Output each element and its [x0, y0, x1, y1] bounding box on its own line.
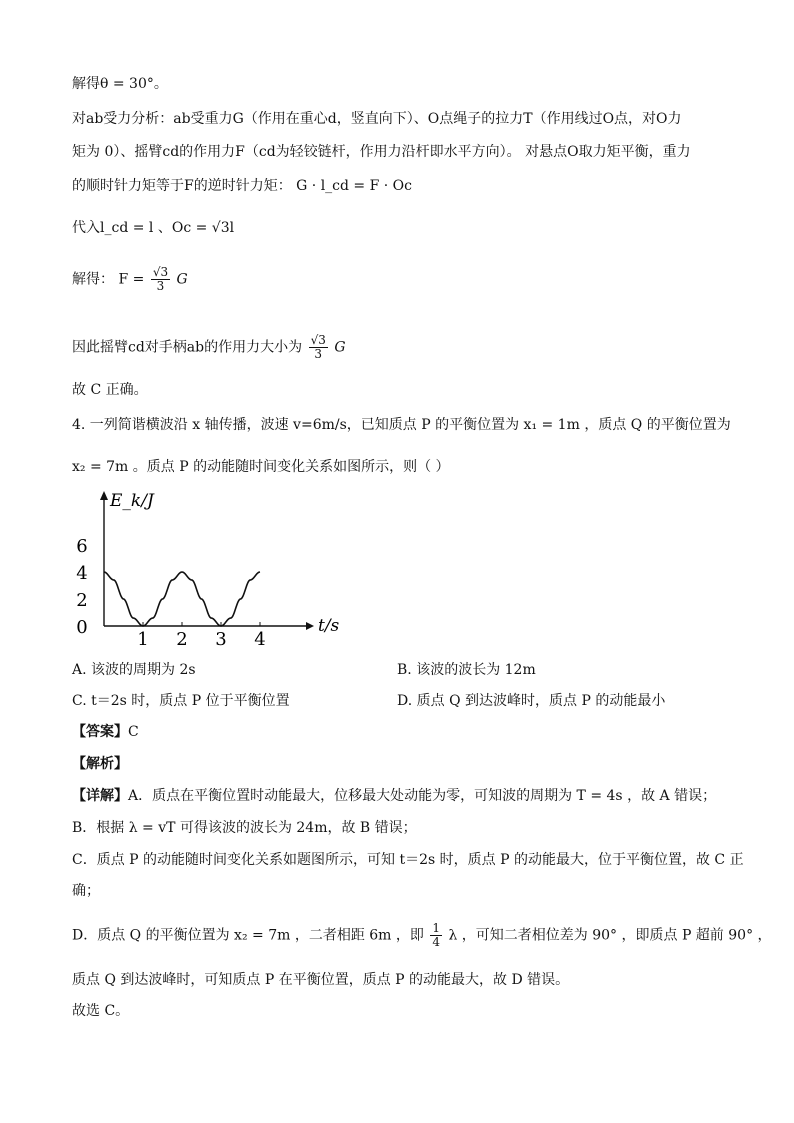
solution-formula: [72, 266, 188, 293]
kinetic-energy-chart: [68, 486, 368, 661]
answer-value: C: [128, 724, 139, 740]
x-axis-arrow: [306, 622, 314, 630]
explain-line: [72, 922, 772, 949]
fraction-denominator: 3: [314, 347, 323, 361]
fraction-denominator: 4: [432, 935, 440, 949]
answer-line: [72, 723, 139, 741]
question-stem: x₂ = 7m 。质点 P 的动能随时间变化关系如图所示，则（ ）: [72, 459, 450, 475]
text-line: 的顺时针力矩等于F的逆时针力矩： G · l_cd = F · Oc: [72, 178, 412, 194]
y-tick-label: 6: [76, 536, 88, 557]
explain-line: 确；: [72, 883, 100, 899]
x-axis-label: t/s: [318, 616, 340, 636]
fraction: [309, 334, 328, 361]
x-tick-label: 2: [176, 629, 188, 650]
explain-suffix: λ ，可知二者相位差为 90° ，即质点 P 超前 90° ，: [448, 927, 772, 944]
text-line: 代入l_cd = l 、Oc = √3l: [72, 220, 235, 236]
conclusion-suffix: G: [334, 339, 346, 356]
x-tick-label: 4: [254, 629, 266, 650]
y-tick-label: 0: [76, 617, 88, 638]
explain-line: 质点 Q 到达波峰时，可知质点 P 在平衡位置，质点 P 的动能最大，故 D 错误。: [72, 972, 570, 988]
option-a: A. 该波的周期为 2s: [72, 662, 196, 678]
y-tick-label: 4: [76, 563, 88, 584]
fraction-numerator: √3: [310, 333, 326, 347]
explain-prefix: D．质点 Q 的平衡位置为 x₂ = 7m ，二者相距 6m ，即: [72, 927, 424, 944]
y-axis-arrow: [100, 491, 108, 500]
formula-prefix: 解得： F =: [72, 271, 145, 288]
explain-line: C．质点 P 的动能随时间变化关系如题图所示，可知 t＝2s 时，质点 P 的动能最大，位于平衡位置，故 C 正: [72, 852, 744, 868]
explain-text: A．质点在平衡位置时动能最大，位移最大处动能为零，可知波的周期为 T = 4s ，故 A 错误；: [128, 788, 717, 804]
fraction: [151, 266, 170, 293]
fraction-denominator: 3: [156, 279, 165, 293]
analysis-label: 【解析】: [72, 756, 128, 772]
x-tick-label: 1: [137, 629, 149, 650]
option-b: B. 该波的波长为 12m: [397, 662, 536, 678]
y-axis-label: E_k/J: [110, 491, 154, 511]
formula-suffix: G: [176, 271, 188, 288]
fraction-numerator: √3: [152, 265, 169, 279]
text-line: 矩为 0）、摇臂cd的作用力F（cd为轻铰链杆，作用力沿杆即水平方向）。 对悬点O取力矩平衡，重力: [72, 144, 691, 160]
detail-label: 【详解】: [72, 788, 128, 804]
explain-line: 故选 C。: [72, 1003, 130, 1019]
text-line: 故 C 正确。: [72, 382, 148, 398]
y-tick-label: 2: [76, 590, 88, 611]
text-line: 解得θ = 30°。: [72, 76, 168, 92]
option-c: C. t＝2s 时，质点 P 位于平衡位置: [72, 693, 290, 709]
ek-curve: [104, 572, 260, 626]
x-tick-label: 3: [215, 629, 227, 650]
explain-line: B．根据 λ = vT 可得该波的波长为 24m，故 B 错误；: [72, 820, 417, 836]
question-stem: 4. 一列简谐横波沿 x 轴传播，波速 v=6m/s，已知质点 P 的平衡位置为 x₁ = 1m ，质点 Q 的平衡位置为: [72, 417, 731, 433]
fraction-numerator: 1: [432, 921, 440, 935]
fraction: [430, 922, 442, 949]
conclusion-line: [72, 334, 346, 361]
conclusion-prefix: 因此摇臂cd对手柄ab的作用力大小为: [72, 339, 303, 356]
explain-line: [72, 787, 716, 805]
text-line: 对ab受力分析：ab受重力G（作用在重心d，竖直向下）、O点绳子的拉力T（作用线过O点，对O力: [72, 111, 682, 127]
option-d: D. 质点 Q 到达波峰时，质点 P 的动能最小: [397, 693, 666, 709]
answer-label: 【答案】: [72, 724, 128, 740]
